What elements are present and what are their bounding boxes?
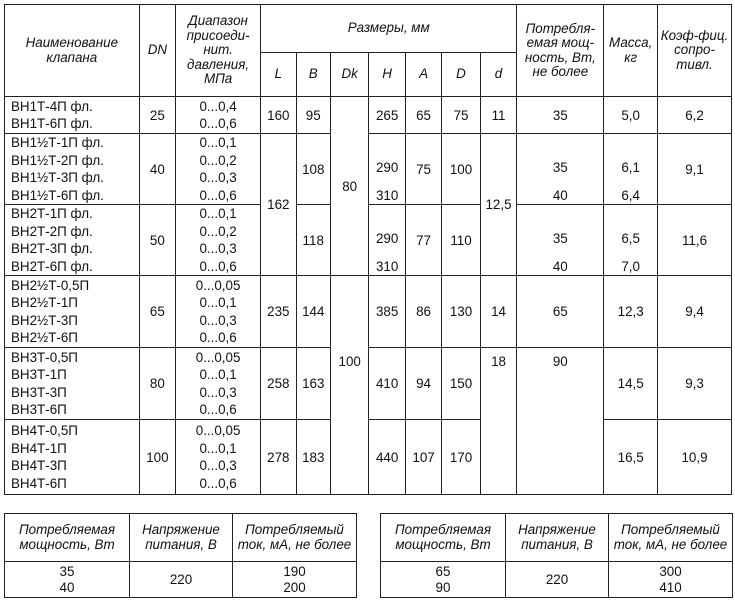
B-cell: 144 [296,276,330,348]
pressure-value: 0...0,1 [199,440,237,456]
current-cell [609,562,733,598]
pressure-value: 0...0,6 [199,258,237,274]
valve-name: ВН1Т-6П фл. [11,116,93,131]
header-power: Потребляемая мощность, Вт [381,514,506,562]
header-B: B [296,53,330,97]
valve-names [5,276,140,348]
A-cell: 77 [405,205,441,276]
valve-name: ВН2Т-6П фл. [11,258,93,274]
header-dn: DN [139,5,175,97]
pressure-cell [176,420,261,495]
valve-name: ВН3Т-3П [11,384,67,400]
header-dimensions: Размеры, мм [261,5,517,53]
H-value: 290 [375,160,399,175]
valve-name: ВН2Т-2П фл. [11,223,93,239]
current-value: 410 [659,579,682,595]
dn-cell: 100 [139,420,175,495]
valve-name: ВН4Т-0,5П [11,423,78,438]
pressure-value: 0...0,3 [199,170,237,185]
Dk-cell: 80 [330,97,368,276]
valve-name: ВН3Т-6П [11,402,67,417]
pressure-value: 0...0,6 [199,187,237,203]
voltage-cell: 220 [130,562,233,598]
mass-cell [604,205,658,276]
power-current-table-1 [4,513,357,598]
power-current-table-2 [380,513,733,598]
current-cell [233,562,357,598]
B-cell: 108 [296,134,330,205]
valve-names [5,205,140,276]
header-Dk: Dk [330,53,368,97]
coef-cell: 6,2 [658,97,732,134]
power-cell: 35 [517,97,604,134]
B-cell: 163 [296,348,330,420]
pressure-value: 0...0,3 [199,458,237,473]
pressure-value: 0...0,1 [199,295,237,310]
power-cell [517,134,604,205]
dn-cell: 80 [139,348,175,420]
pressure-value: 0...0,05 [195,423,241,438]
table-row [5,134,732,205]
mass-value: 6,1 [621,160,640,175]
D-cell: 130 [442,276,480,348]
A-cell: 86 [405,276,441,348]
Dk-cell [330,276,368,348]
pressure-value: 0...0,6 [199,402,237,417]
power-value: 35 [552,160,568,175]
pressure-value: 0...0,2 [199,223,237,239]
header-pressure-range: Диапазон присоеди-нит. давления, МПа [176,5,261,97]
header-A: A [405,53,441,97]
power-cell: 90 [517,348,604,495]
dn-cell: 65 [139,276,175,348]
valve-name: ВН3Т-1П [11,367,67,382]
current-value: 190 [283,563,306,579]
dn-cell: 25 [139,97,175,134]
pressure-value: 0...0,05 [195,349,241,365]
power-cell [381,562,506,598]
H-value: 290 [375,231,399,246]
valve-name: ВН2½Т-3П [11,312,78,328]
A-cell: 65 [405,97,441,134]
header-L: L [261,53,296,97]
valve-name: ВН1½Т-3П фл. [11,170,104,185]
header-voltage: Напряжение питания, В [130,514,233,562]
header-voltage: Напряжение питания, В [506,514,609,562]
pressure-cell [176,276,261,348]
mass-value: 6,4 [621,187,640,203]
power-value: 65 [435,563,451,579]
valve-name: ВН2½Т-0,5П [11,277,90,293]
A-cell: 107 [405,420,441,495]
table-row [5,276,732,348]
pressure-cell [176,97,261,134]
pressure-value: 0...0,4 [199,98,237,114]
mass-cell: 12,3 [604,276,658,348]
pressure-cell [176,134,261,205]
header-coefficient: Коэф-фиц. сопро-тивл. [658,5,732,97]
mass-cell: 14,5 [604,348,658,420]
power-value: 90 [435,579,451,595]
L-cell: 278 [261,420,296,495]
mass-cell: 16,5 [604,420,658,495]
power-value: 40 [552,187,568,203]
valve-name: ВН4Т-3П [11,458,67,473]
D-cell: 170 [442,420,480,495]
header-current: Потребляемый ток, мА, не более [233,514,357,562]
current-value: 200 [283,579,306,595]
table-row [5,348,732,420]
power-cell: 65 [517,276,604,348]
A-cell: 94 [405,348,441,420]
mass-cell: 5,0 [604,97,658,134]
power-value: 40 [59,579,75,595]
mass-value: 7,0 [621,258,640,274]
pressure-cell [176,205,261,276]
valve-names [5,134,140,205]
coef-cell: 10,9 [658,420,732,495]
coef-cell: 9,1 [658,134,732,205]
valve-name: ВН1½Т-6П фл. [11,187,104,203]
pressure-value: 0...0,6 [199,475,237,491]
power-value: 40 [552,258,568,274]
B-cell: 118 [296,205,330,276]
pressure-value: 0...0,6 [199,330,237,345]
B-cell: 95 [296,97,330,134]
valve-names [5,420,140,495]
pressure-value: 0...0,3 [199,312,237,328]
H-value: 310 [375,187,399,203]
valve-name: ВН1Т-4П фл. [11,98,93,114]
Dk-cell: 100 [330,348,368,495]
current-value: 300 [659,563,682,579]
pressure-value: 0...0,1 [199,206,237,221]
coef-cell: 9,4 [658,276,732,348]
table-row [5,97,732,134]
header-mass: Масса, кг [604,5,658,97]
power-cell [517,205,604,276]
H-cell: 440 [369,420,405,495]
pressure-value: 0...0,6 [199,116,237,131]
L-cell: 160 [261,97,296,134]
D-cell: 150 [442,348,480,420]
valve-name: ВН2½Т-1П [11,295,78,310]
d-cell: 11 [480,97,517,134]
H-cell [369,134,405,205]
valve-names [5,348,140,420]
valve-name: ВН4Т-1П [11,440,67,456]
pressure-cell [176,348,261,420]
pressure-value: 0...0,1 [199,367,237,382]
mass-cell [604,134,658,205]
B-cell: 183 [296,420,330,495]
valve-name: ВН4Т-6П [11,475,67,491]
valve-spec-table [4,4,732,495]
voltage-cell: 220 [506,562,609,598]
mass-value: 6,5 [621,231,640,246]
D-cell: 110 [442,205,480,276]
pressure-value: 0...0,1 [199,135,237,150]
pressure-value: 0...0,2 [199,152,237,168]
header-power: Потребляемая мощность, Вт [5,514,130,562]
A-cell: 75 [405,134,441,205]
H-cell: 385 [369,276,405,348]
L-cell: 235 [261,276,296,348]
dn-cell: 40 [139,134,175,205]
coef-cell: 9,3 [658,348,732,420]
valve-name: ВН2½Т-6П [11,330,78,345]
D-cell: 100 [442,134,480,205]
coef-cell: 11,6 [658,205,732,276]
H-value: 310 [375,258,399,274]
d-cell: 14 [480,276,517,348]
valve-names [5,97,140,134]
table-row [5,562,357,598]
H-cell: 265 [369,97,405,134]
H-cell [369,205,405,276]
valve-name: ВН1½Т-1П фл. [11,135,104,150]
pressure-value: 0...0,3 [199,241,237,256]
power-value: 35 [59,563,75,579]
valve-name: ВН2Т-1П фл. [11,206,93,221]
header-power: Потребля-емая мощ-ность, Вт, не более [517,5,604,97]
table-row [5,205,732,276]
table-row [381,562,733,598]
valve-name: ВН1½Т-2П фл. [11,152,104,168]
power-cell [5,562,130,598]
header-d: d [480,53,517,97]
header-D: D [442,53,480,97]
header-name: Наименование клапана [5,5,140,97]
table-row [5,420,732,495]
valve-name: ВН3Т-0,5П [11,349,78,365]
dn-cell: 50 [139,205,175,276]
valve-name: ВН2Т-3П фл. [11,241,93,256]
D-cell: 75 [442,97,480,134]
power-value: 35 [552,231,568,246]
header-current: Потребляемый ток, мА, не более [609,514,733,562]
d-cell: 18 [480,348,517,495]
L-cell: 162 [261,134,296,276]
pressure-value: 0...0,05 [195,277,241,293]
header-H: H [369,53,405,97]
d-cell: 12,5 [480,134,517,276]
pressure-value: 0...0,3 [199,384,237,400]
H-cell: 410 [369,348,405,420]
L-cell: 258 [261,348,296,420]
